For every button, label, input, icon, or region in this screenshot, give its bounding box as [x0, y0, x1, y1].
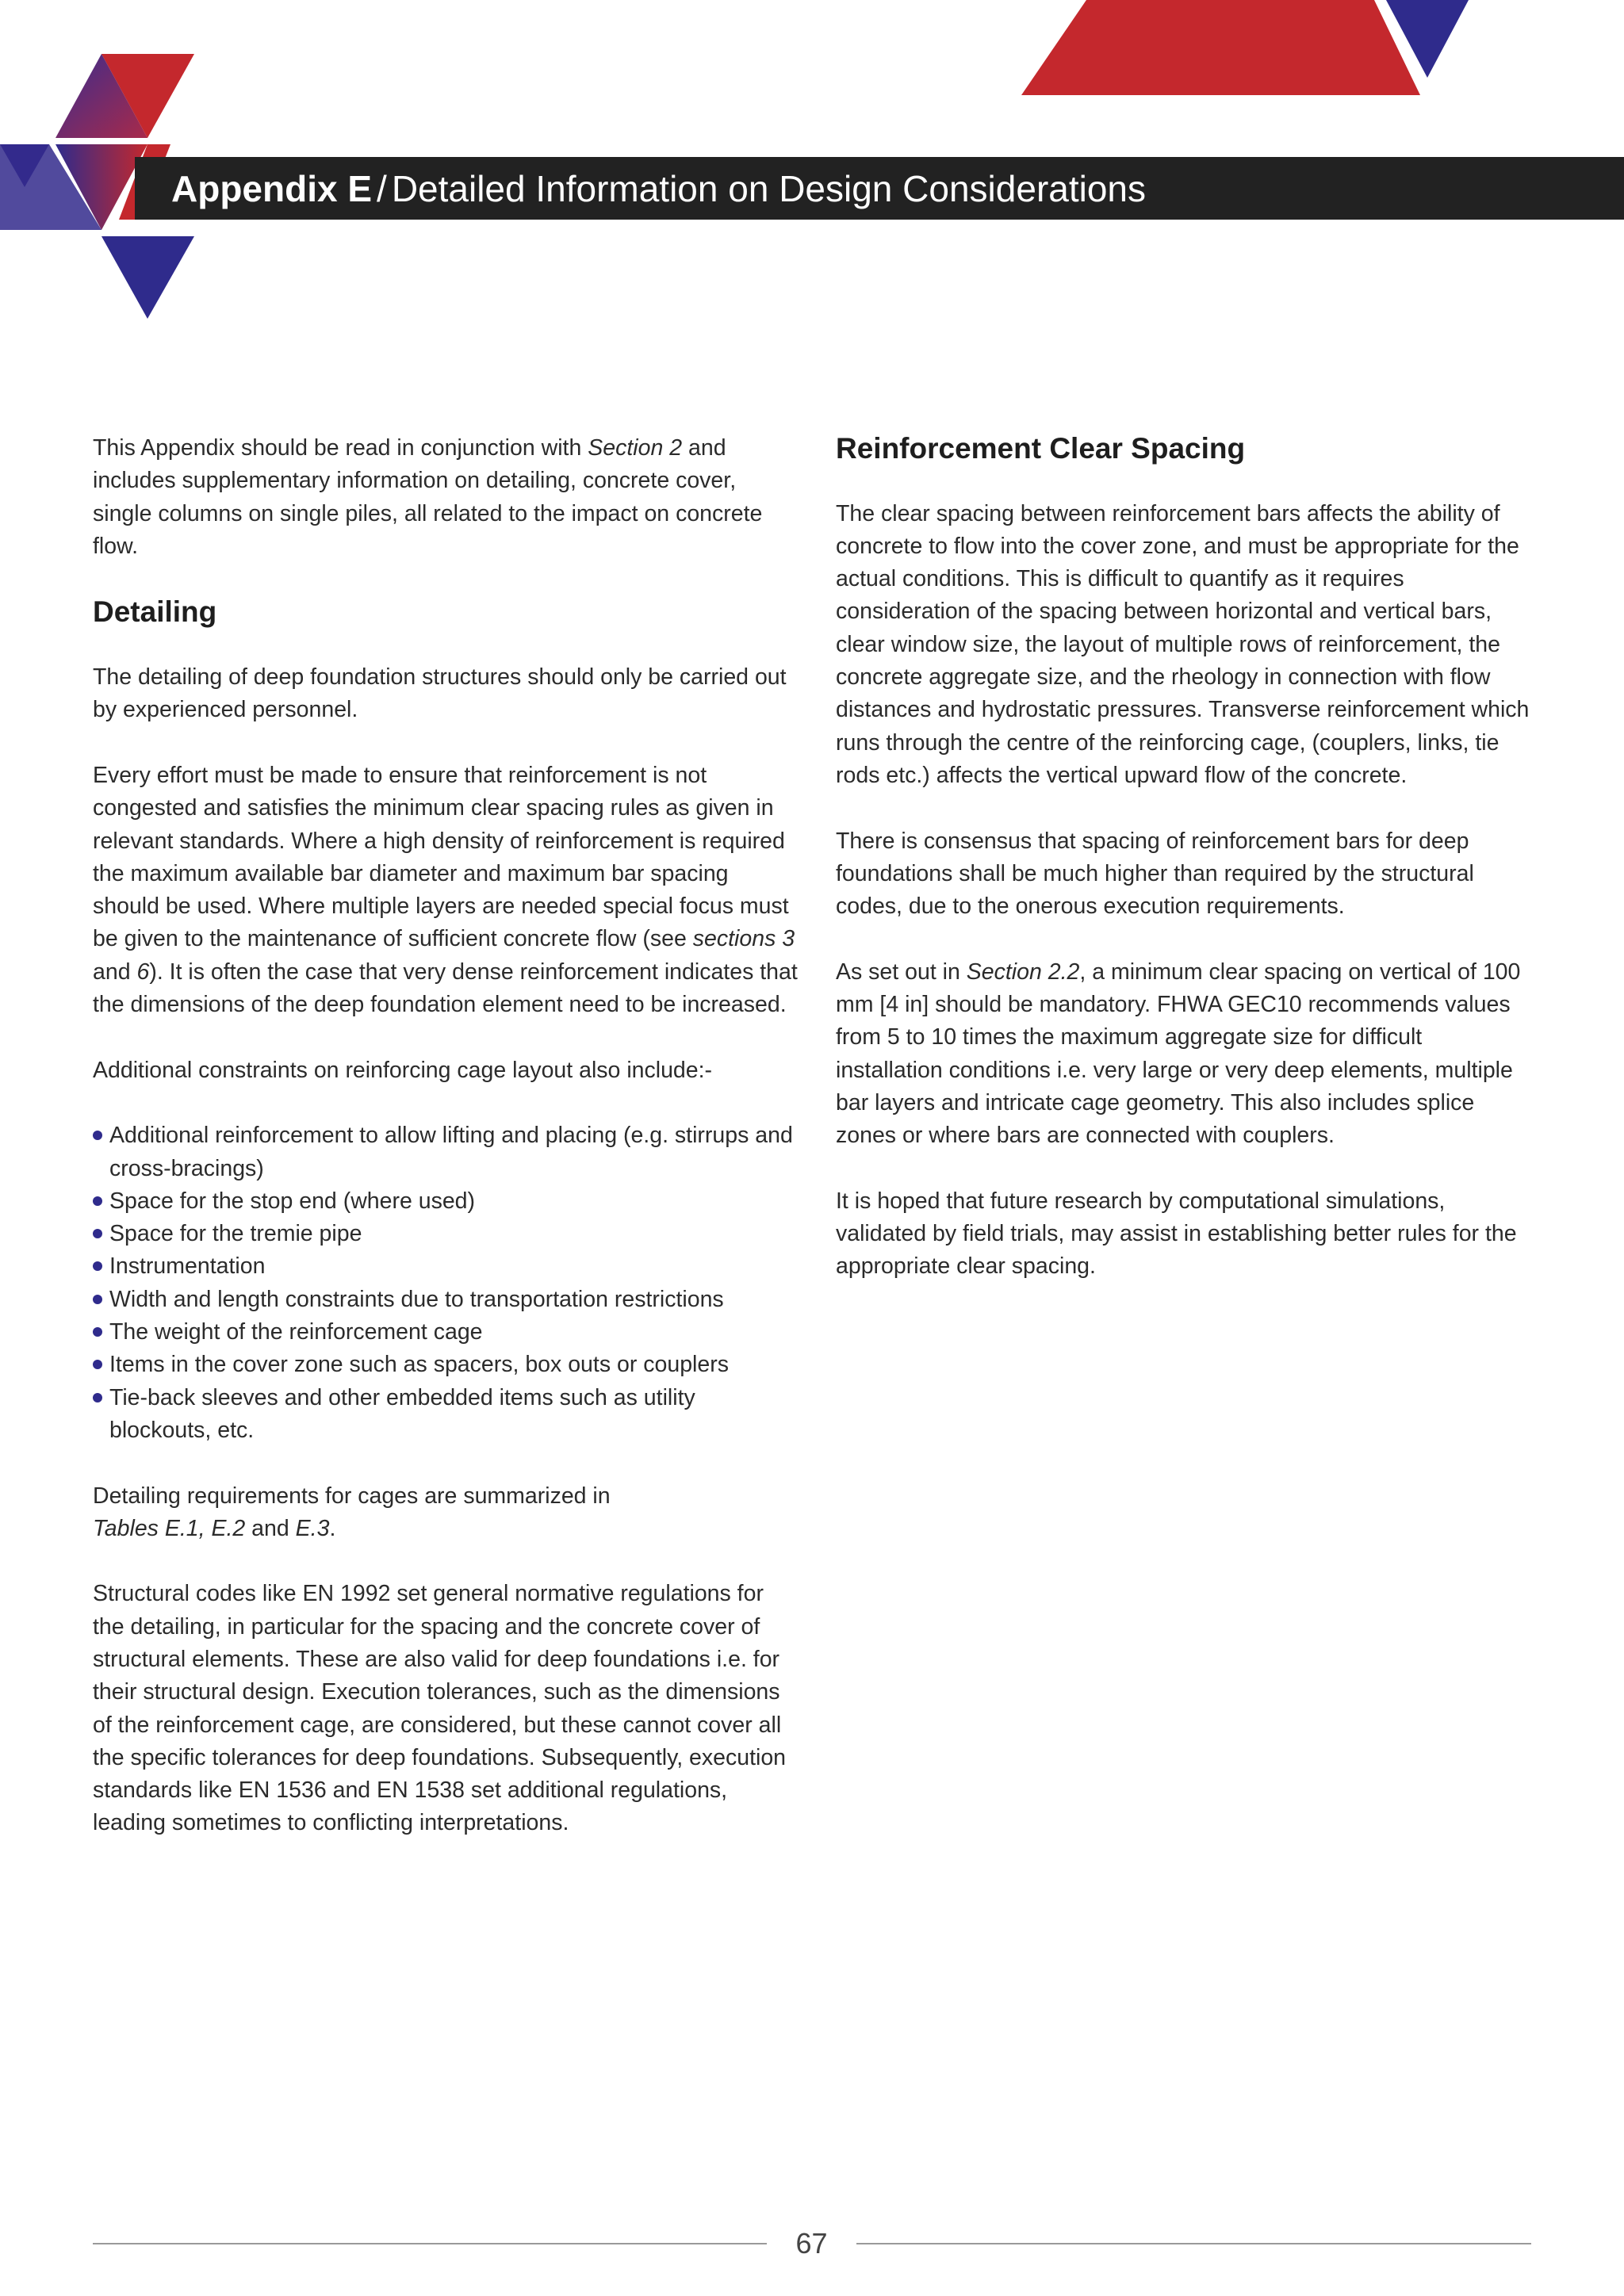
title-separator: / [377, 168, 387, 209]
page-number: 67 [795, 2227, 828, 2260]
detailing-paragraph-5: Structural codes like EN 1992 set general normative regulations for the detailing, in particular for the spacing and the concrete cover of structural elements. These are also valid for deep foundations i.e. for their structural design. Execution tolerances, such as the dimensions of the reinforcement cage, are considered, but these cannot cover all the specific tolerances for deep foundations. Subsequently, execution standards like EN 1536 and EN 1538 set additional regulations, leading sometimes to conflicting interpretations. [93, 1581, 787, 1836]
bullet-icon [93, 1360, 102, 1369]
detailing-paragraph-1: The detailing of deep foundation structures should only be carried out by experienced personnel. [93, 664, 787, 723]
detailing-paragraph-2: Every effort must be made to ensure that reinforcement is not congested and satisfies the minimum clear spacing rules as given in relevant standards. Where a high density of reinforcement is required the maximum available bar diameter and maximum bar spacing should be used. Where multiple layers are needed special focus must be given to the maintenance of sufficient concrete flow (see sections 3 and 6). It is often the case that very dense reinforcement indicates that the dimensions of the deep foundation element need to be increased. [93, 762, 798, 1018]
spacing-paragraph-4: It is hoped that future research by computational simulations, validated by field trials, may assist in establishing better rules for the appropriate clear spacing. [836, 1188, 1517, 1280]
detailing-paragraph-3: Additional constraints on reinforcing cage layout also include:- [93, 1057, 713, 1083]
list-item: Tie-back sleeves and other embedded items such as utility blockouts, etc. [93, 1382, 799, 1448]
constraints-list [93, 1119, 799, 1447]
list-item: Space for the tremie pipe [93, 1218, 799, 1250]
reinforcement-heading: Reinforcement Clear Spacing [836, 432, 1246, 465]
page-title [171, 163, 1146, 215]
footer-rule-left [93, 2243, 767, 2244]
bullet-icon [93, 1131, 102, 1140]
detailing-heading: Detailing [93, 595, 217, 629]
intro-paragraph: This Appendix should be read in conjunction with Section 2 and includes supplementary information on detailing, concrete cover, single columns on single piles, all related to the impact on concrete flow. [93, 435, 763, 559]
bullet-icon [93, 1229, 102, 1238]
bullet-icon [93, 1295, 102, 1304]
list-item: Items in the cover zone such as spacers, box outs or couplers [93, 1349, 799, 1381]
bullet-icon [93, 1393, 102, 1402]
spacing-paragraph-3: As set out in Section 2.2, a minimum clear spacing on vertical of 100 mm [4 in] should be mandatory. FHWA GEC10 recommends values from 5 to 10 times the maximum aggregate size for difficult installation conditions i.e. very large or very deep elements, multiple bar layers and intricate cage geometry. This also includes splice zones or where bars are connected with couplers. [836, 959, 1521, 1149]
bullet-icon [93, 1261, 102, 1271]
detailing-paragraph-4: Detailing requirements for cages are summarized in Tables E.1, E.2 and E.3. [93, 1483, 611, 1541]
appendix-title: Detailed Information on Design Considerations [391, 168, 1147, 209]
footer-rule-right [856, 2243, 1531, 2244]
list-item: The weight of the reinforcement cage [93, 1316, 799, 1349]
spacing-paragraph-1: The clear spacing between reinforcement bars affects the ability of concrete to flow into the cover zone, and must be appropriate for the actual conditions. This is difficult to quantify as it requires consideration of the spacing between horizontal and vertical bars, clear window size, the layout of multiple rows of reinforcement, the concrete aggregate size, and the rheology in connection with flow distances and hydrostatic pressures. Transverse reinforcement which runs through the centre of the reinforcing cage, (couplers, links, tie rods etc.) affects the vertical upward flow of the concrete. [836, 500, 1530, 788]
list-item: Space for the stop end (where used) [93, 1185, 799, 1218]
red-trapezoid-top-right [1021, 0, 1420, 95]
appendix-label: Appendix E [171, 168, 373, 209]
bullet-icon [93, 1196, 102, 1206]
bullet-icon [93, 1327, 102, 1337]
list-item: Additional reinforcement to allow lifting and placing (e.g. stirrups and cross-bracings) [93, 1119, 799, 1185]
spacing-paragraph-2: There is consensus that spacing of reinforcement bars for deep foundations shall be much higher than required by the structural codes, due to the onerous execution requirements. [836, 828, 1474, 920]
right-column [836, 432, 1534, 1316]
tri-bottom [102, 236, 194, 319]
list-item: Instrumentation [93, 1250, 799, 1283]
left-column [93, 432, 799, 1873]
list-item: Width and length constraints due to transportation restrictions [93, 1284, 799, 1316]
